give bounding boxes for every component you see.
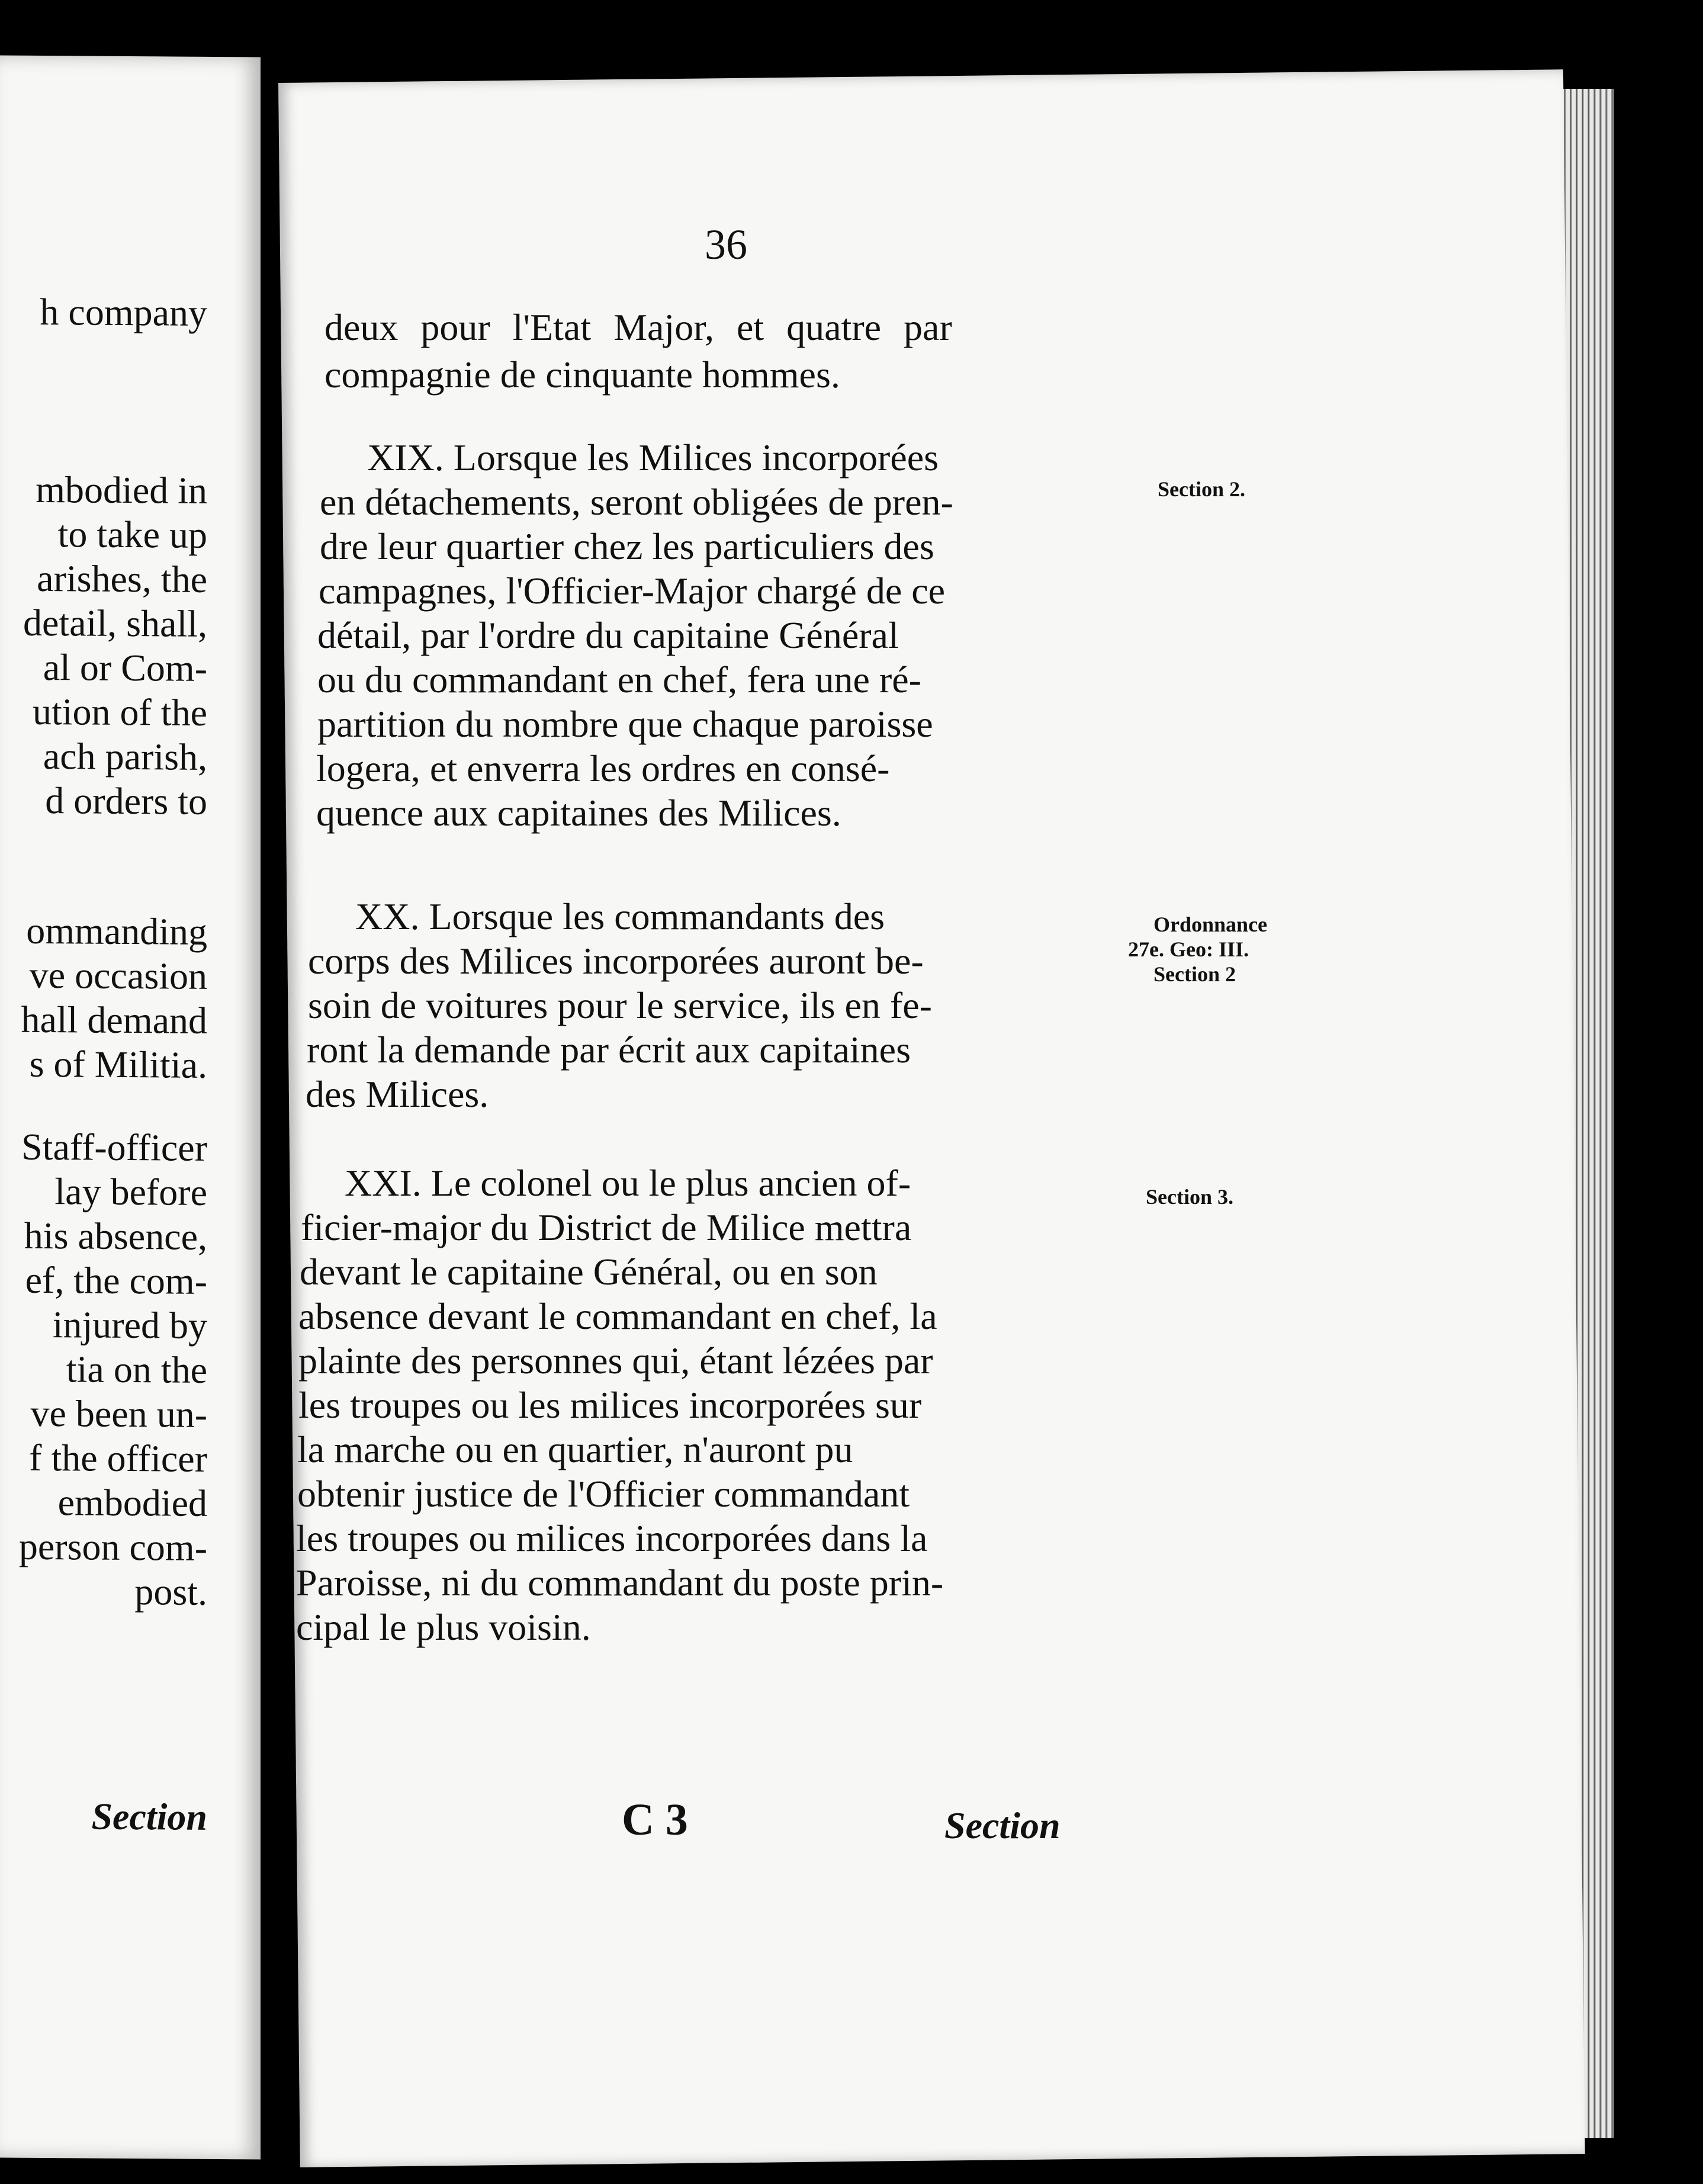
left-text-line: injured by <box>52 1303 207 1347</box>
body-line: deux pour l'Etat Major, et quatre par <box>324 306 952 348</box>
left-text-line: embodied <box>57 1481 207 1524</box>
body-line: devant le capitaine Général, ou en son <box>300 1251 878 1293</box>
body-line: soin de voitures pour le service, ils en fe- <box>308 984 932 1026</box>
left-text-line: tia on the <box>66 1348 207 1391</box>
body-line: en détachements, seront obligées de pren- <box>320 481 953 523</box>
left-text-line: post. <box>134 1570 207 1613</box>
signature-mark: C 3 <box>622 1795 688 1845</box>
sidenote: Section 2 <box>1153 962 1236 986</box>
body-line: XX. Lorsque les commandants des <box>355 895 885 937</box>
body-line: partition du nombre que chaque paroisse <box>317 703 933 745</box>
left-text-line: ef, the com- <box>25 1258 207 1302</box>
body-line: cipal le plus voisin. <box>296 1606 591 1648</box>
body-line: ront la demande par écrit aux capitaines <box>307 1029 911 1071</box>
body-line: les troupes ou milices incorporées dans la <box>296 1517 928 1559</box>
body-line: obtenir justice de l'Officier commandant <box>297 1473 910 1515</box>
sidenote: Ordonnance <box>1153 913 1268 936</box>
left-text-line: d orders to <box>45 779 207 823</box>
body-line: corps des Milices incorporées auront be- <box>308 940 924 982</box>
left-text-line: person com- <box>18 1525 207 1569</box>
left-text-line: s of Militia. <box>29 1042 207 1086</box>
body-line: absence devant le commandant en chef, la <box>298 1295 937 1337</box>
left-page <box>0 55 261 2159</box>
body-line: XXI. Le colonel ou le plus ancien of- <box>345 1162 911 1204</box>
body-line: ou du commandant en chef, fera une ré- <box>317 659 921 701</box>
body-line: plainte des personnes qui, étant lézées par <box>298 1340 933 1382</box>
left-text-line: detail, shall, <box>23 601 207 645</box>
sidenote: Section 2. <box>1158 477 1245 501</box>
catchword: Section <box>944 1804 1061 1846</box>
body-line: ficier-major du District de Milice mettra <box>301 1206 912 1248</box>
left-text-line: ve occasion <box>29 953 207 997</box>
left-text-line: h company <box>40 290 207 334</box>
left-catchword: Section <box>91 1795 207 1838</box>
left-text-line: ommanding <box>26 909 207 953</box>
left-text-line: f the officer <box>29 1436 207 1480</box>
sidenote: 27e. Geo: III. <box>1128 937 1249 961</box>
left-text-line: his absence, <box>24 1214 207 1258</box>
left-text-line: lay before <box>54 1170 207 1213</box>
body-line: XIX. Lorsque les Milices incorporées <box>367 436 939 478</box>
left-text-line: ve been un- <box>30 1392 207 1435</box>
left-text-line: mbodied in <box>36 468 207 512</box>
body-line: quence aux capitaines des Milices. <box>316 792 841 834</box>
body-line: Paroisse, ni du commandant du poste prin- <box>296 1562 944 1604</box>
left-text-line: hall demand <box>21 998 207 1042</box>
left-text-line: Staff-officer <box>21 1125 207 1169</box>
left-text-line: al or Com- <box>43 645 207 689</box>
body-line: détail, par l'ordre du capitaine Général <box>317 614 899 656</box>
left-text-line: ution of the <box>32 690 207 734</box>
left-text-line: ach parish, <box>43 734 207 778</box>
body-line: les troupes ou les milices incorporées sur <box>298 1384 922 1426</box>
left-text-line: arishes, the <box>37 557 207 600</box>
body-line: compagnie de cinquante hommes. <box>324 354 840 396</box>
body-line: des Milices. <box>306 1073 489 1115</box>
body-line: campagnes, l'Officier-Major chargé de ce <box>319 570 946 612</box>
body-line: logera, et enverra les ordres en consé- <box>316 747 890 789</box>
body-line: la marche ou en quartier, n'auront pu <box>297 1428 853 1470</box>
page-number: 36 <box>705 221 747 268</box>
sidenote: Section 3. <box>1146 1185 1233 1209</box>
body-line: dre leur quartier chez les particuliers des <box>320 525 934 567</box>
left-text-line: to take up <box>57 513 207 556</box>
